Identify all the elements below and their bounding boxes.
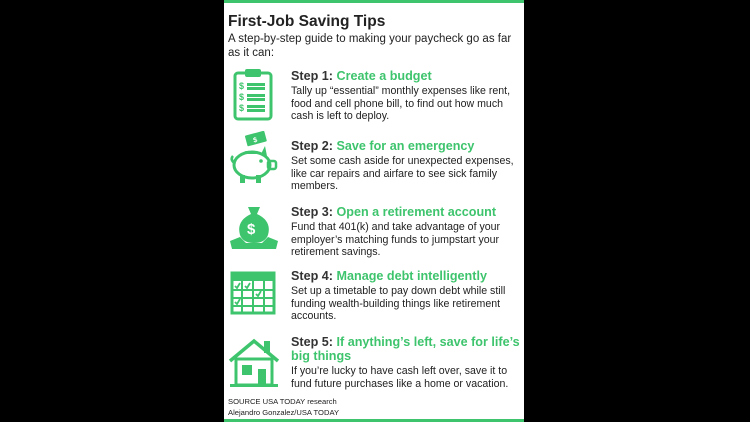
step-3-description: Fund that 401(k) and take advantage of your employer’s matching funds to jumpstart your retirement savings. [291, 221, 501, 259]
step-2-description: Set some cash aside for unexpected expenses, like car repairs and airfare to see sick family members. [291, 155, 514, 193]
svg-text:$: $ [239, 103, 245, 113]
step-3-prefix: Step 3: [291, 205, 337, 219]
step-3-name: Open a retirement account [336, 205, 497, 219]
credit-line: Alejandro Gonzalez/USA TODAY [228, 408, 340, 417]
step-1-heading [291, 69, 523, 83]
calendar-icon [228, 267, 280, 323]
step-1-name: Create a budget [336, 69, 432, 83]
step-3-heading [291, 205, 523, 219]
step-2-name: Save for an emergency [336, 139, 475, 153]
source-note: SOURCE USA TODAY research [228, 397, 337, 406]
svg-text:$: $ [252, 136, 259, 145]
step-5-name: If anything’s left, save for life’s big things [291, 335, 520, 363]
svg-text:$: $ [247, 221, 256, 238]
infographic-subtitle: A step-by-step guide to making your paycheck go as far as it can: [228, 33, 512, 59]
infographic-title: First-Job Saving Tips [228, 13, 386, 30]
step-2-heading [291, 139, 523, 153]
step-5-description: If you’re lucky to have cash left over, save it to fund future purchases like a home or vacation. [291, 365, 509, 390]
step-4-description: Set up a timetable to pay down debt while still funding wealth-building things like retirement accounts. [291, 285, 506, 323]
step-5-prefix: Step 5: [291, 335, 337, 349]
house-icon [228, 333, 280, 389]
svg-text:$: $ [239, 92, 245, 102]
step-1-description: Tally up “essential” monthly expenses like rent, food and cell phone bill, to find out how much cash is left to deploy. [291, 85, 511, 123]
infographic-card [224, 0, 524, 422]
svg-text:$: $ [239, 81, 245, 91]
money-bag-icon [228, 201, 280, 257]
piggy-bank-icon [228, 131, 280, 187]
step-5-heading [291, 335, 523, 363]
step-4-heading [291, 269, 523, 283]
clipboard-checklist-icon [228, 67, 280, 123]
step-1-prefix: Step 1: [291, 69, 337, 83]
step-2-prefix: Step 2: [291, 139, 337, 153]
step-4-prefix: Step 4: [291, 269, 337, 283]
step-4-name: Manage debt intelligently [336, 269, 487, 283]
